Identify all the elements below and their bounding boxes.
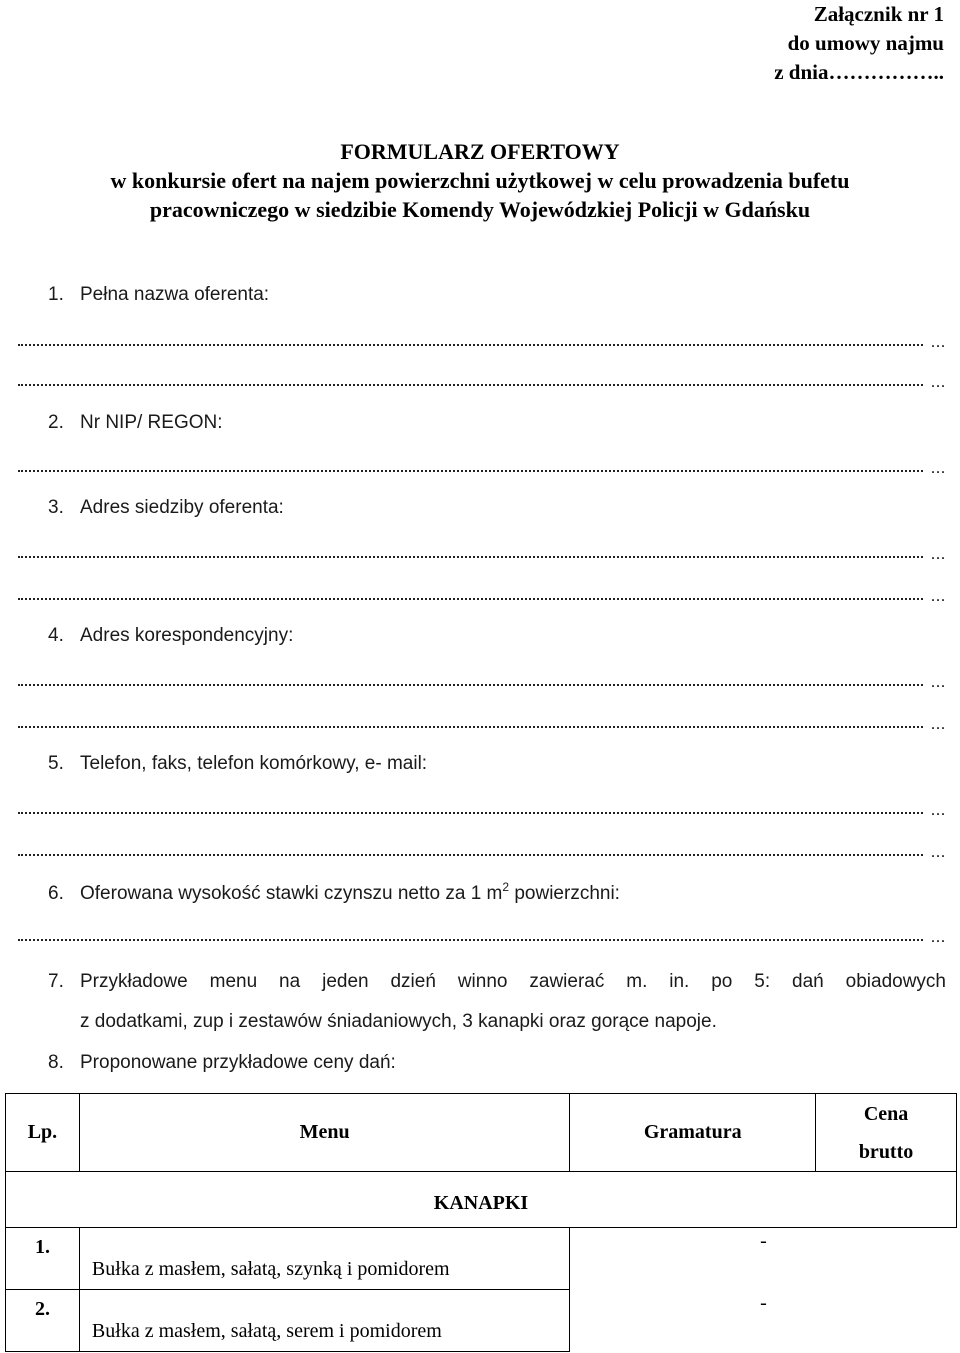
rent-rate-line[interactable]: ... — [18, 930, 946, 950]
form-title — [0, 137, 960, 224]
section-row — [6, 1172, 957, 1228]
correspondence-address-line-1[interactable]: ... — [18, 675, 946, 695]
contact-line-1[interactable]: ... — [18, 803, 946, 823]
field-label-correspondence-address: 4. Adres korespondencyjny: — [48, 625, 294, 646]
form-heading: FORMULARZ OFERTOWY — [340, 139, 620, 164]
table-row — [6, 1290, 957, 1352]
section-kanapki: KANAPKI — [6, 1172, 957, 1228]
annex-contract: do umowy najmu — [787, 31, 944, 55]
header-price: Cena brutto — [816, 1094, 957, 1172]
row-lp: 1. — [6, 1228, 80, 1290]
form-subtitle-line1: w konkursie ofert na najem powierzchni użytkowej w celu prowadzenia bufetu — [110, 168, 850, 193]
table-row — [6, 1228, 957, 1290]
field-label-company-name: 1. Pełna nazwa oferenta: — [48, 284, 270, 305]
annex-number: Załącznik nr 1 — [813, 2, 944, 26]
field-label-nip-regon: 2. Nr NIP/ REGON: — [48, 412, 223, 433]
table-header-row — [6, 1094, 957, 1172]
row-lp: 2. — [6, 1290, 80, 1352]
row-menu: Bułka z masłem, sałatą, szynką i pomidorem — [79, 1228, 569, 1290]
company-name-line-2[interactable]: ... — [18, 375, 946, 395]
nip-regon-line[interactable]: ... — [18, 461, 946, 481]
price-table — [5, 1093, 957, 1352]
correspondence-address-line-2[interactable]: ... — [18, 717, 946, 737]
field-label-sample-prices: 8. Proponowane przykładowe ceny dań: — [48, 1052, 396, 1073]
field-label-registered-address: 3. Adres siedziby oferenta: — [48, 497, 284, 518]
header-lp: Lp. — [6, 1094, 80, 1172]
row-menu: Bułka z masłem, sałatą, serem i pomidorem — [79, 1290, 569, 1352]
header-menu: Menu — [79, 1094, 569, 1172]
company-name-line-1[interactable]: ... — [18, 335, 946, 355]
row-gramatura: - — [760, 1230, 767, 1252]
field-label-contact: 5. Telefon, faks, telefon komórkowy, e- mail: — [48, 753, 428, 774]
form-subtitle-line2: pracowniczego w siedzibie Komendy Wojewódzkiej Policji w Gdańsku — [149, 197, 811, 222]
field-label-rent-rate: 6. Oferowana wysokość stawki czynszu netto za 1 $m^2$ powierzchni: — [48, 880, 620, 904]
row-gramatura: - — [760, 1291, 767, 1314]
annex-header — [774, 0, 944, 87]
registered-address-line-2[interactable]: ... — [18, 589, 946, 609]
contact-line-2[interactable]: ... — [18, 845, 946, 865]
menu-requirements: 7. Przykładowe menu na jeden dzień winno zawierać m. in. po 5: dań obiadowych z dodatkami, zup i zestawów śniadaniowych, 3 kanapki oraz gorące napoje. — [48, 971, 946, 1032]
annex-date: z dnia…………….. — [774, 60, 944, 84]
registered-address-line-1[interactable]: ... — [18, 547, 946, 567]
header-gramatura: Gramatura — [570, 1094, 816, 1172]
